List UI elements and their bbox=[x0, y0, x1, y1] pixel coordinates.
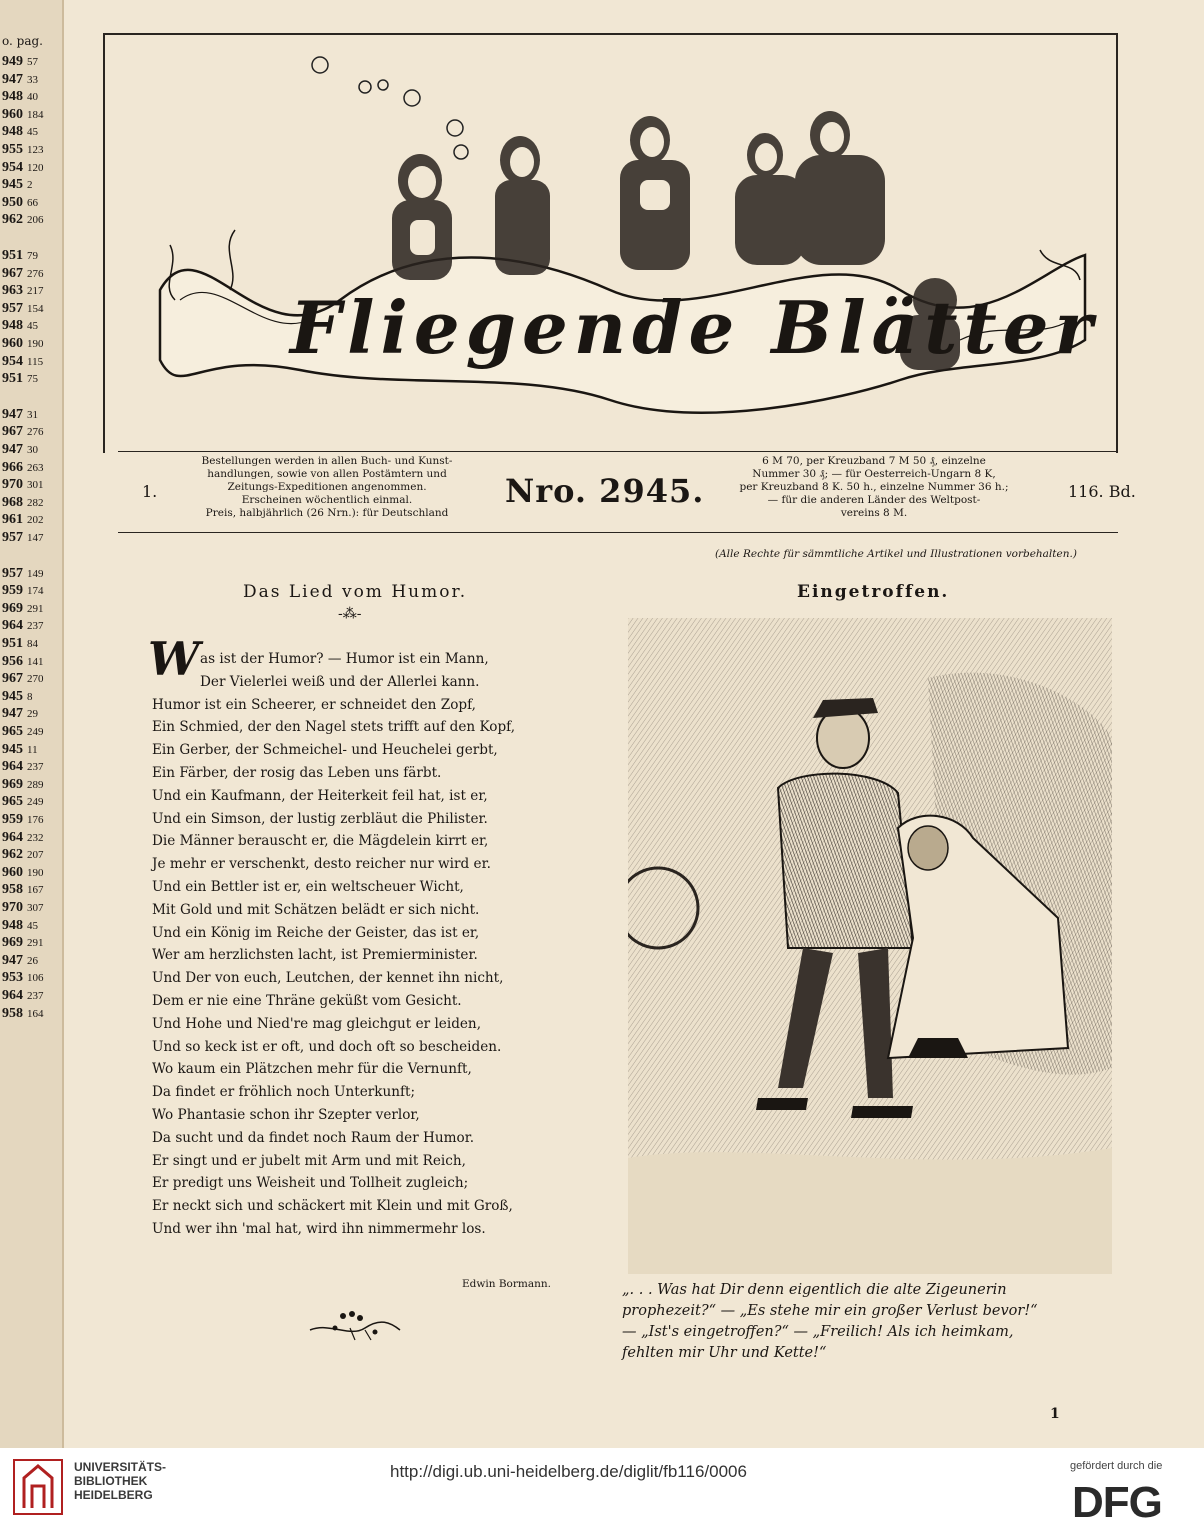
index-entry bbox=[2, 195, 38, 211]
index-entry bbox=[2, 212, 44, 228]
poem-line: Die Männer berauscht er, die Mägdelein kirrt er, bbox=[152, 833, 489, 850]
text-line: fehlten mir Uhr und Kette!“ bbox=[622, 1345, 827, 1361]
poem-ornament: -⁂- bbox=[338, 606, 362, 622]
index-page: 45 bbox=[27, 320, 38, 333]
poem-line: Und so keck ist er oft, und doch oft so bescheiden. bbox=[152, 1038, 502, 1055]
index-number: 947 bbox=[2, 71, 23, 87]
index-number: 969 bbox=[2, 600, 23, 616]
index-page: 8 bbox=[27, 690, 33, 703]
index-page: 202 bbox=[27, 514, 44, 527]
index-page: 217 bbox=[27, 285, 44, 298]
index-entry bbox=[2, 953, 38, 969]
poem-line: Der Vielerlei weiß und der Allerlei kann. bbox=[200, 673, 480, 690]
text-line: Bestellungen werden in allen Buch- und Kunst- bbox=[201, 455, 453, 467]
engraving-illustration bbox=[628, 618, 1112, 1274]
index-entry bbox=[2, 424, 44, 440]
index-page: 237 bbox=[27, 620, 44, 633]
index-number: 948 bbox=[2, 124, 23, 140]
index-page: 276 bbox=[27, 267, 44, 280]
index-entry bbox=[2, 742, 38, 758]
poem-line: Je mehr er verschenkt, desto reicher nur wird er. bbox=[152, 856, 491, 873]
index-page: 206 bbox=[27, 214, 44, 227]
dfg-logo: DFG bbox=[1072, 1478, 1162, 1527]
index-entry bbox=[2, 935, 44, 951]
poem-line: as ist der Humor? — Humor ist ein Mann, bbox=[200, 651, 489, 667]
index-page: 184 bbox=[27, 108, 44, 121]
index-page: 30 bbox=[27, 444, 38, 456]
index-entry bbox=[2, 72, 38, 88]
index-entry bbox=[2, 89, 38, 105]
poem-line: Humor ist ein Scheerer, er schneidet den Zopf, bbox=[152, 696, 476, 713]
index-entry bbox=[2, 266, 44, 282]
poem-line: Ein Färber, der rosig das Leben uns färbt. bbox=[152, 764, 442, 781]
index-number: 967 bbox=[2, 265, 23, 281]
index-number: 954 bbox=[2, 353, 23, 369]
masthead-title: Fliegende Blätter bbox=[290, 285, 1099, 370]
poem-line: Er predigt uns Weisheit und Tollheit zugleich; bbox=[152, 1175, 469, 1192]
index-number: 947 bbox=[2, 706, 23, 722]
floral-ornament-icon bbox=[305, 1308, 405, 1344]
index-page: 66 bbox=[27, 196, 38, 209]
index-page: 2 bbox=[27, 179, 33, 192]
index-page: 270 bbox=[27, 673, 44, 686]
poem-line: Wer am herzlichsten lacht, ist Premierminister. bbox=[152, 947, 478, 964]
index-entry bbox=[2, 336, 44, 352]
index-number: 964 bbox=[2, 618, 23, 634]
index-page: 45 bbox=[27, 126, 38, 139]
index-page: 289 bbox=[27, 778, 44, 791]
text-line: vereins 8 M. bbox=[840, 507, 908, 519]
index-entry bbox=[2, 724, 44, 740]
index-entry bbox=[2, 318, 38, 334]
index-number: 955 bbox=[2, 142, 23, 157]
text-line: per Kreuzband 8 K. 50 h., einzelne Nummer 36 h.; bbox=[739, 481, 1009, 493]
index-entry bbox=[2, 759, 44, 775]
index-page: 40 bbox=[27, 91, 38, 104]
index-number: 951 bbox=[2, 371, 23, 387]
index-number: 956 bbox=[2, 653, 23, 669]
index-entry bbox=[2, 566, 44, 582]
subscription-info-right bbox=[700, 455, 1048, 520]
poem-line: Und ein Kaufmann, der Heiterkeit feil hat, ist er, bbox=[152, 787, 488, 804]
index-header: o. pag. bbox=[2, 34, 43, 48]
bubble-icon bbox=[404, 90, 420, 106]
index-entry bbox=[2, 354, 43, 370]
index-entry bbox=[2, 460, 44, 476]
subscription-info-left bbox=[168, 455, 486, 520]
text-line: 6 M 70, per Kreuzband 7 M 50 ₰, einzelne bbox=[762, 455, 986, 467]
index-number: 948 bbox=[2, 917, 23, 933]
rights-notice: (Alle Rechte für sämmtliche Artikel und Illustrationen vorbehalten.) bbox=[715, 548, 1077, 560]
poem-line: Da findet er fröhlich noch Unterkunft; bbox=[152, 1084, 416, 1101]
index-page: 31 bbox=[27, 408, 38, 421]
index-entry bbox=[2, 283, 44, 299]
index-page: 33 bbox=[27, 73, 38, 86]
index-entry bbox=[2, 654, 44, 670]
index-page: 79 bbox=[27, 250, 38, 262]
index-page: 26 bbox=[27, 954, 38, 967]
frame-left-rule bbox=[103, 33, 105, 453]
index-number: 948 bbox=[2, 89, 23, 105]
index-page: 75 bbox=[27, 373, 38, 386]
index-page: 291 bbox=[27, 937, 44, 950]
poem-line: Ein Schmied, der den Nagel stets trifft auf den Kopf, bbox=[152, 719, 516, 736]
index-entry bbox=[2, 689, 33, 705]
index-number: 966 bbox=[2, 459, 23, 475]
story-title: Eingetroffen. bbox=[797, 582, 950, 602]
index-page: 141 bbox=[27, 655, 44, 668]
frame-top-rule bbox=[103, 33, 1118, 35]
text-line: UNIVERSITÄTS- bbox=[74, 1460, 167, 1474]
index-entry bbox=[2, 512, 44, 528]
index-page: 276 bbox=[27, 426, 44, 439]
index-entry bbox=[2, 882, 44, 898]
digitization-footer bbox=[0, 1448, 1204, 1535]
info-top-rule bbox=[118, 451, 1118, 452]
poem-line: Und ein Simson, der lustig zerbläut die Philister. bbox=[152, 810, 488, 827]
index-page: 301 bbox=[27, 479, 44, 492]
issue-number-left: 1. bbox=[142, 482, 158, 501]
poem-line: Er singt und er jubelt mit Arm und mit Reich, bbox=[152, 1152, 466, 1169]
index-page: 11 bbox=[27, 743, 38, 756]
index-entry bbox=[2, 636, 38, 652]
index-number: 967 bbox=[2, 424, 23, 440]
poem-drop-cap: W bbox=[148, 632, 200, 686]
poem-body bbox=[152, 648, 552, 1241]
index-number: 959 bbox=[2, 583, 23, 599]
index-number: 970 bbox=[2, 477, 23, 493]
poem-line: Ein Gerber, der Schmeichel- und Heuchelei gerbt, bbox=[152, 742, 498, 759]
poem-line: Und ein Bettler ist er, ein weltscheuer Wicht, bbox=[152, 878, 464, 895]
index-page: 164 bbox=[27, 1007, 44, 1020]
poem-title: Das Lied vom Humor. bbox=[243, 582, 468, 602]
bubble-icon bbox=[447, 120, 463, 136]
issue-number: Nro. 2945. bbox=[505, 472, 705, 510]
index-number: 951 bbox=[2, 248, 23, 263]
text-line: — für die anderen Länder des Weltpost- bbox=[767, 494, 981, 506]
index-entry bbox=[2, 124, 38, 140]
index-page: 263 bbox=[27, 461, 44, 474]
index-entry bbox=[2, 160, 44, 176]
bubble-icon bbox=[312, 57, 328, 73]
index-number: 958 bbox=[2, 1005, 23, 1021]
text-line: Erscheinen wöchentlich einmal. bbox=[241, 494, 413, 506]
index-number: 960 bbox=[2, 336, 23, 351]
text-line: prophezeit?“ — „Es stehe mir ein großer Verlust bevor!“ bbox=[622, 1303, 1038, 1319]
index-entry bbox=[2, 1006, 44, 1022]
index-page: 57 bbox=[27, 56, 38, 68]
index-entry bbox=[2, 301, 44, 317]
index-page: 123 bbox=[27, 144, 44, 156]
index-entry bbox=[2, 988, 44, 1004]
index-number: 949 bbox=[2, 54, 23, 69]
index-page: 176 bbox=[27, 814, 44, 826]
funding-text: gefördert durch die bbox=[1070, 1460, 1163, 1472]
poem-line: Da sucht und da findet noch Raum der Humor. bbox=[152, 1129, 475, 1146]
index-page: 232 bbox=[27, 831, 44, 844]
volume-number: 116. Bd. bbox=[1068, 482, 1136, 501]
index-page: 291 bbox=[27, 602, 44, 615]
index-entry bbox=[2, 706, 38, 722]
index-number: 962 bbox=[2, 847, 23, 863]
index-entry bbox=[2, 794, 44, 810]
source-url[interactable]: http://digi.ub.uni-heidelberg.de/diglit/fb116/0006 bbox=[390, 1462, 747, 1481]
index-entry bbox=[2, 177, 33, 193]
text-line: handlungen, sowie von allen Postämtern und bbox=[207, 468, 447, 480]
index-entry bbox=[2, 830, 44, 846]
index-page: 249 bbox=[27, 726, 44, 738]
poem-line: Und Hohe und Nied're mag gleichgut er leiden, bbox=[152, 1015, 482, 1032]
index-entry bbox=[2, 371, 38, 387]
index-entry bbox=[2, 900, 44, 916]
index-entry bbox=[2, 583, 44, 599]
frame-right-rule bbox=[1116, 33, 1118, 453]
index-number: 957 bbox=[2, 300, 23, 316]
index-entry bbox=[2, 812, 44, 828]
index-number: 963 bbox=[2, 283, 23, 299]
page-number: 1 bbox=[1050, 1406, 1060, 1422]
index-number: 957 bbox=[2, 530, 23, 545]
index-page: 249 bbox=[27, 796, 44, 809]
index-number: 964 bbox=[2, 829, 23, 845]
index-number: 965 bbox=[2, 724, 23, 739]
text-line: — „Ist's eingetroffen?“ — „Freilich! Als ich heimkam, bbox=[622, 1324, 1014, 1340]
masthead-illustration bbox=[140, 40, 1100, 440]
illustration-caption bbox=[622, 1280, 1116, 1364]
index-entry bbox=[2, 107, 44, 123]
index-number: 947 bbox=[2, 442, 23, 457]
index-number: 945 bbox=[2, 688, 23, 704]
index-page: 106 bbox=[27, 972, 44, 985]
index-page: 190 bbox=[27, 866, 44, 879]
index-number: 967 bbox=[2, 671, 23, 687]
index-number: 945 bbox=[2, 741, 23, 757]
text-line: Zeitungs-Expeditionen angenommen. bbox=[227, 481, 427, 493]
poem-author: Edwin Bormann. bbox=[462, 1278, 551, 1290]
index-entry bbox=[2, 918, 38, 934]
index-entry bbox=[2, 618, 44, 634]
index-entry bbox=[2, 970, 44, 986]
index-number: 954 bbox=[2, 159, 23, 175]
index-number: 962 bbox=[2, 212, 23, 228]
info-bottom-rule bbox=[118, 532, 1118, 533]
institution-name bbox=[74, 1460, 166, 1502]
index-number: 968 bbox=[2, 494, 23, 510]
poem-line: Dem er nie eine Thräne geküßt vom Gesicht. bbox=[152, 992, 462, 1009]
index-number: 958 bbox=[2, 882, 23, 898]
index-page: 84 bbox=[27, 638, 38, 650]
index-page: 149 bbox=[27, 567, 44, 580]
index-page: 237 bbox=[27, 990, 44, 1002]
index-entry bbox=[2, 495, 44, 511]
index-number: 947 bbox=[2, 406, 23, 422]
index-entry bbox=[2, 777, 44, 793]
index-entry bbox=[2, 671, 44, 687]
index-gutter bbox=[0, 0, 64, 1448]
index-number: 960 bbox=[2, 106, 23, 122]
index-entry bbox=[2, 54, 38, 70]
bubble-icon bbox=[454, 145, 468, 159]
index-number: 969 bbox=[2, 935, 23, 951]
index-page: 174 bbox=[27, 585, 44, 598]
text-line: HEIDELBERG bbox=[74, 1488, 153, 1502]
poem-line: Und wer ihn 'mal hat, wird ihn nimmermehr los. bbox=[152, 1220, 486, 1237]
poem-line: Und ein König im Reiche der Geister, das ist er, bbox=[152, 924, 480, 941]
index-number: 964 bbox=[2, 759, 23, 775]
index-entry bbox=[2, 407, 38, 423]
bubble-icon bbox=[359, 81, 371, 93]
index-page: 167 bbox=[27, 884, 44, 897]
index-page: 115 bbox=[27, 355, 44, 368]
index-entry bbox=[2, 142, 44, 158]
text-line: Preis, halbjährlich (26 Nrn.): für Deutschland bbox=[205, 507, 449, 519]
index-number: 970 bbox=[2, 900, 23, 915]
index-number: 960 bbox=[2, 864, 23, 880]
index-page: 207 bbox=[27, 849, 44, 862]
index-number: 969 bbox=[2, 776, 23, 792]
index-page: 237 bbox=[27, 761, 44, 774]
index-entry bbox=[2, 530, 44, 546]
index-number: 953 bbox=[2, 970, 23, 986]
index-number: 951 bbox=[2, 636, 23, 651]
bubble-icon bbox=[378, 80, 388, 90]
index-page: 154 bbox=[27, 302, 44, 315]
index-number: 964 bbox=[2, 988, 23, 1003]
index-number: 947 bbox=[2, 952, 23, 968]
text-line: Nummer 30 ₰; — für Oesterreich-Ungarn 8 K, bbox=[752, 468, 996, 480]
index-entry bbox=[2, 248, 38, 264]
poem-line: Er neckt sich und schäckert mit Klein und mit Groß, bbox=[152, 1198, 513, 1215]
index-entry bbox=[2, 847, 44, 863]
index-number: 948 bbox=[2, 318, 23, 334]
text-line: BIBLIOTHEK bbox=[74, 1474, 148, 1488]
poem-line: Mit Gold und mit Schätzen belädt er sich nicht. bbox=[152, 901, 480, 918]
index-page: 282 bbox=[27, 496, 44, 509]
index-number: 961 bbox=[2, 512, 23, 528]
poem-line: Und Der von euch, Leutchen, der kennet ihn nicht, bbox=[152, 970, 504, 987]
index-number: 945 bbox=[2, 177, 23, 193]
university-library-logo-icon bbox=[12, 1458, 64, 1516]
index-page: 45 bbox=[27, 919, 38, 932]
text-line: „. . . Was hat Dir denn eigentlich die alte Zigeunerin bbox=[622, 1282, 1007, 1298]
index-page: 120 bbox=[27, 161, 44, 174]
index-page: 307 bbox=[27, 902, 44, 914]
index-page: 147 bbox=[27, 532, 44, 544]
index-number: 959 bbox=[2, 812, 23, 827]
index-entry bbox=[2, 477, 44, 493]
index-entry bbox=[2, 442, 38, 458]
poem-line: Wo kaum ein Plätzchen mehr für die Vernunft, bbox=[152, 1061, 472, 1078]
index-entry bbox=[2, 601, 44, 617]
index-page: 190 bbox=[27, 338, 44, 350]
index-number: 957 bbox=[2, 565, 23, 581]
index-page: 29 bbox=[27, 708, 38, 721]
index-number: 965 bbox=[2, 794, 23, 810]
index-number: 950 bbox=[2, 194, 23, 210]
index-entry bbox=[2, 865, 44, 881]
poem-line: Wo Phantasie schon ihr Szepter verlor, bbox=[152, 1106, 420, 1123]
